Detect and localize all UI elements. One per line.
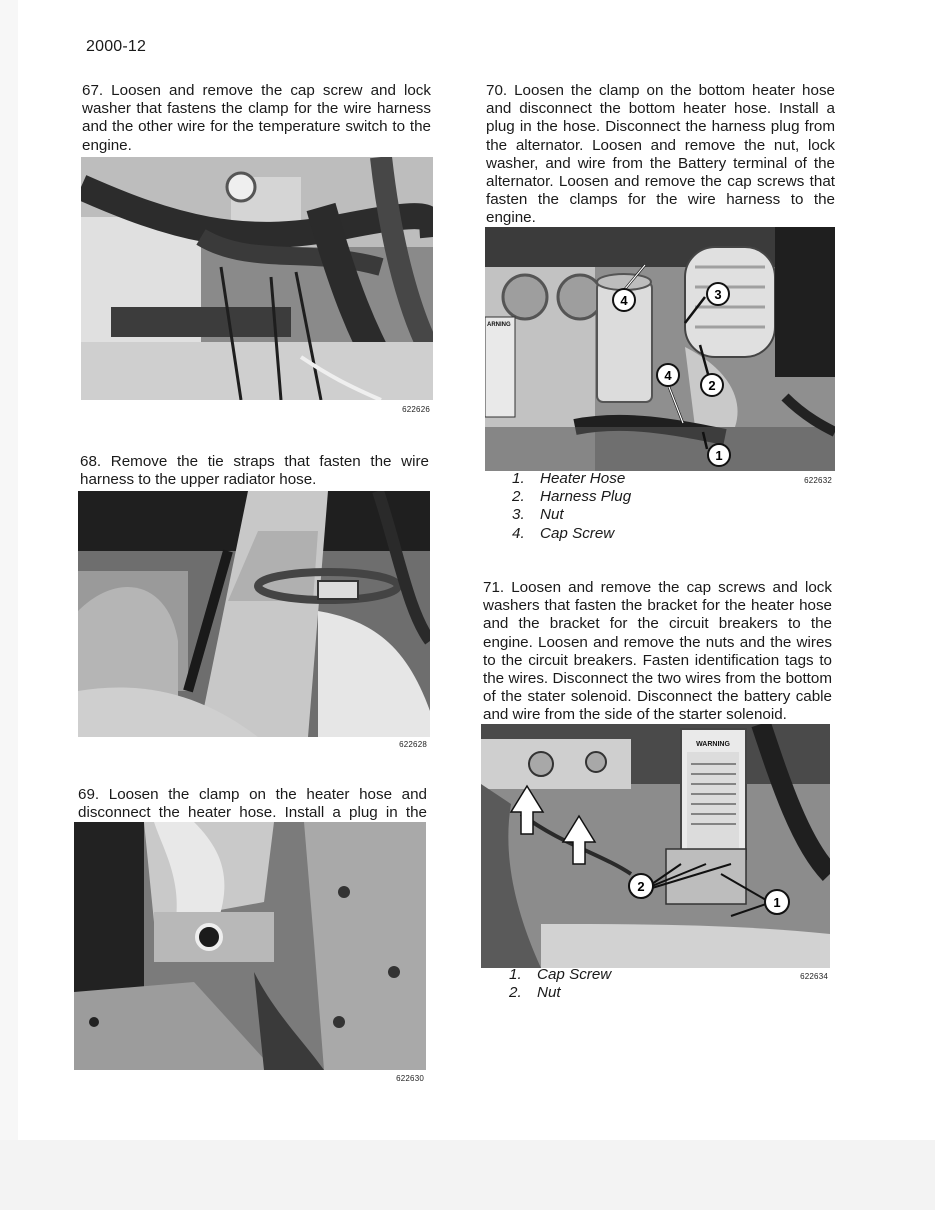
figure-67-photo	[81, 157, 433, 400]
legend-item	[512, 470, 732, 488]
legend-label: Nut	[537, 984, 561, 1002]
callout-4b-label: 4	[664, 368, 672, 383]
figure-71-photo	[481, 724, 830, 968]
legend-number: 4.	[512, 524, 525, 542]
legend-item	[512, 488, 732, 506]
figure-69-photo	[74, 822, 426, 1070]
legend-label: Cap Screw	[537, 966, 612, 983]
step-71-text: 71. Loosen and remove the cap screws and lock washers that fasten the bracket for the heater hose and the bracket for the circuit breakers to the engine. Loosen and remove the nuts and the wires to the circuit breakers. Fasten identification tags to the wires. Disconnect the two wires from the bottom of the stater solenoid. Disconnect the battery cable and wire from the side of the starter solenoid.	[483, 579, 832, 724]
legend-item	[509, 966, 729, 984]
figure-70-photo	[485, 227, 835, 471]
legend-number: 2.	[512, 488, 525, 506]
legend-label: Cap Screw	[540, 524, 615, 542]
step-70-text: 70. Loosen the clamp on the bottom heater hose and disconnect the bottom heater hose. Install a plug in the hose. Disconnect the harness plug from the alternator. Loosen and remove the nut, lock washer, and wire from the Battery terminal of the alternator. Loosen and remove the cap screws that fasten the clamps for the wire harness to the engine.	[486, 82, 835, 227]
legend-item	[509, 984, 729, 1002]
figure-68-id: 622628	[399, 740, 427, 749]
legend-item	[512, 525, 732, 543]
figure-69-id: 622630	[396, 1074, 424, 1083]
figure-71-id: 622634	[800, 972, 828, 981]
callout-2-label: 2	[637, 879, 645, 894]
figure-71-legend	[509, 966, 729, 1002]
figure-67-id: 622626	[402, 405, 430, 414]
figure-71-sticker-text: WARNING	[696, 741, 730, 748]
legend-number: 1.	[509, 966, 522, 983]
legend-number: 1.	[512, 470, 525, 487]
legend-number: 3.	[512, 506, 525, 524]
page-bottom-shade	[0, 1140, 935, 1210]
callout-4-label: 4	[620, 293, 628, 308]
step-69-text: 69. Loosen the clamp on the heater hose and disconnect the heater hose. Install a plug in the	[78, 786, 427, 822]
legend-item	[512, 506, 732, 524]
figure-70-id: 622632	[804, 476, 832, 485]
step-68-text: 68. Remove the tie straps that fasten the wire harness to the upper radiator hose.	[80, 453, 429, 489]
callout-1-label: 1	[715, 448, 723, 463]
figure-70-legend	[512, 470, 732, 543]
callout-1-label: 1	[773, 895, 781, 910]
legend-number: 2.	[509, 984, 522, 1002]
figure-68-photo	[78, 491, 430, 737]
step-67-text: 67. Loosen and remove the cap screw and lock washer that fastens the clamp for the wire harness and the other wire for the temperature switch to the engine.	[82, 82, 431, 154]
legend-label: Heater Hose	[540, 470, 626, 487]
page-margin-shade	[0, 0, 18, 1210]
legend-label: Nut	[540, 506, 564, 524]
legend-label: Harness Plug	[540, 488, 632, 506]
callout-3-label: 3	[714, 287, 722, 302]
figure-70-sticker-text: ARNING	[487, 322, 511, 328]
page-number: 2000-12	[86, 38, 147, 55]
callout-2-label: 2	[708, 378, 716, 393]
